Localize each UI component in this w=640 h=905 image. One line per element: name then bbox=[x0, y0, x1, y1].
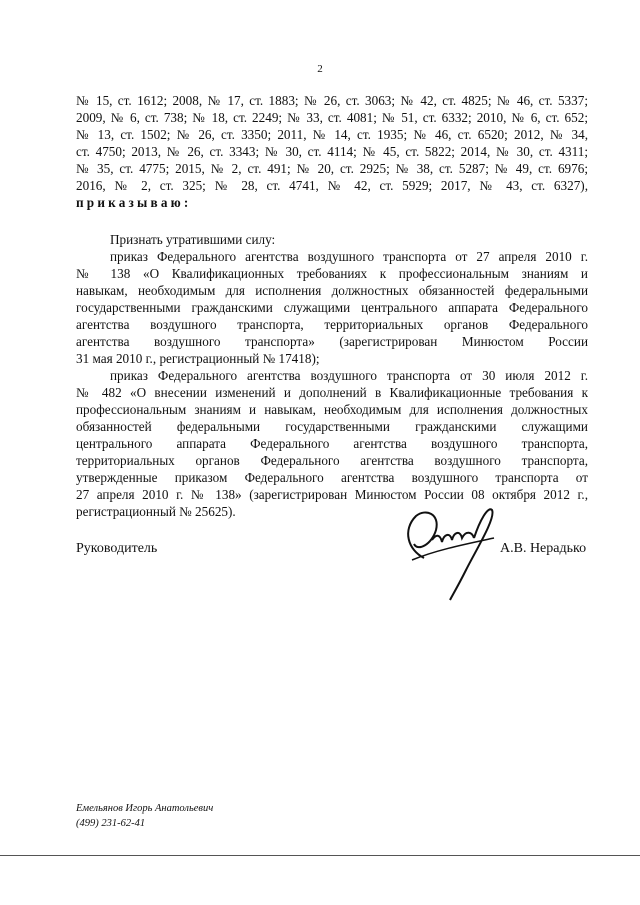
order2-line: утвержденные приказом Федерального агентства воздушного транспорта от bbox=[76, 470, 588, 485]
order2-line: профессиональным знаниям и навыкам, необходимым для исполнения должностных bbox=[76, 402, 588, 417]
executor-name: Емельянов Игорь Анатольевич bbox=[76, 803, 214, 814]
order2-line: регистрационный № 25625). bbox=[76, 504, 236, 519]
continuation-line: 2016, № 2, ст. 325; № 28, ст. 4741, № 42, ст. 5929; 2017, № 43, ст. 6327), bbox=[76, 178, 588, 193]
continuation-line: ст. 4750; 2013, № 26, ст. 3343; № 30, ст. 4114; № 45, ст. 5822; 2014, № 30, ст. 4311; bbox=[76, 144, 588, 159]
signatory-name: А.В. Нерадько bbox=[500, 541, 587, 556]
handwritten-signature bbox=[396, 500, 506, 605]
order1-line: 31 мая 2010 г., регистрационный № 17418); bbox=[76, 351, 320, 366]
order-word: приказываю: bbox=[76, 195, 192, 210]
order2-line: центрального аппарата Федерального агентства воздушного транспорта, bbox=[76, 436, 588, 451]
order1-line: агентства воздушного транспорта, территориальных органов Федерального bbox=[76, 317, 588, 332]
order1-line: государственными гражданскими служащими центрального аппарата Федерального bbox=[76, 300, 588, 315]
continuation-line: № 13, ст. 1502; № 26, ст. 3350; 2011, № 14, ст. 1935; № 46, ст. 6520; 2012, № 34, bbox=[76, 127, 588, 142]
footer-divider bbox=[0, 855, 640, 856]
continuation-line: 2009, № 6, ст. 738; № 18, ст. 2249; № 33, ст. 4081; № 51, ст. 6332; 2010, № 6, ст. 652; bbox=[76, 110, 588, 125]
order1-line: агентства воздушного транспорта» (зарегистрирован Минюстом России bbox=[76, 334, 588, 349]
order2-line: № 482 «О внесении изменений и дополнений в Квалификационные требования к bbox=[76, 385, 588, 400]
order1-line: № 138 «О Квалификационных требованиях к профессиональным знаниям и bbox=[76, 266, 588, 281]
order2-line: территориальных органов Федерального агентства воздушного транспорта, bbox=[76, 453, 588, 468]
order2-line: обязанностей федеральными государственными гражданскими служащими bbox=[76, 419, 588, 434]
order2-line: 27 апреля 2010 г. № 138» (зарегистрирован Минюстом России 08 октября 2012 г., bbox=[76, 487, 588, 502]
order1-line: навыкам, необходимым для исполнения должностных обязанностей федеральными bbox=[76, 283, 588, 298]
page-number: 2 bbox=[317, 63, 323, 75]
executor-phone: (499) 231-62-41 bbox=[76, 818, 146, 829]
order2-line: приказ Федерального агентства воздушного транспорта от 30 июля 2012 г. bbox=[110, 368, 588, 383]
order1-line: приказ Федерального агентства воздушного транспорта от 27 апреля 2010 г. bbox=[110, 249, 588, 264]
continuation-line: № 35, ст. 4775; 2015, № 2, ст. 491; № 20, ст. 2925; № 38, ст. 5287; № 49, ст. 6976; bbox=[76, 161, 588, 176]
continuation-line: № 15, ст. 1612; 2008, № 17, ст. 1883; № 26, ст. 3063; № 42, ст. 4825; № 46, ст. 5337; bbox=[76, 93, 588, 108]
repeal-heading: Признать утратившими силу: bbox=[110, 232, 276, 247]
signatory-title: Руководитель bbox=[76, 541, 158, 556]
